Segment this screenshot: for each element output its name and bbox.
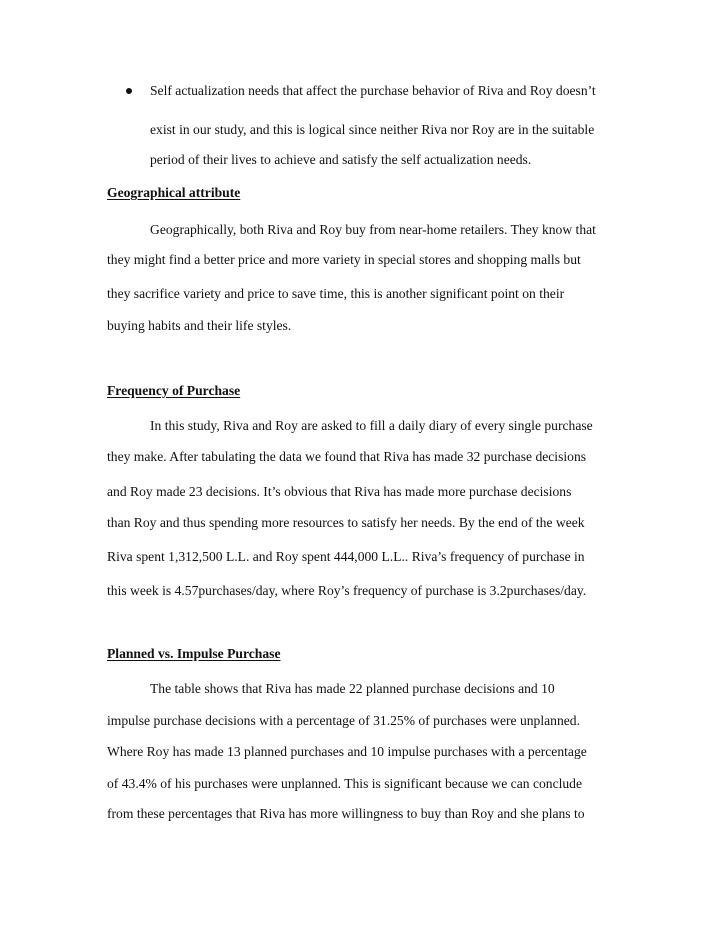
section-heading: Planned vs. Impulse Purchase bbox=[107, 646, 281, 661]
bullet-line: exist in our study, and this is logical since neither Riva nor Roy are in the suitable bbox=[150, 122, 595, 137]
paragraph-line: impulse purchase decisions with a percentage of 31.25% of purchases were unplanned. bbox=[107, 713, 580, 728]
section-heading: Geographical attribute bbox=[107, 185, 241, 200]
paragraph-line: this week is 4.57purchases/day, where Roy’s frequency of purchase is 3.2purchases/day. bbox=[107, 583, 587, 598]
paragraph-line: than Roy and thus spending more resources to satisfy her needs. By the end of the week bbox=[107, 515, 585, 530]
bullet-icon bbox=[126, 88, 132, 94]
bullet-line: Self actualization needs that affect the purchase behavior of Riva and Roy doesn’t bbox=[150, 83, 596, 98]
paragraph-line: of 43.4% of his purchases were unplanned. This is significant because we can conclude bbox=[107, 776, 583, 791]
paragraph-line: buying habits and their life styles. bbox=[107, 318, 292, 333]
paragraph-line: and Roy made 23 decisions. It’s obvious that Riva has made more purchase decisions bbox=[107, 484, 572, 499]
paragraph-line: The table shows that Riva has made 22 planned purchase decisions and 10 bbox=[150, 681, 555, 696]
paragraph-line: they make. After tabulating the data we found that Riva has made 32 purchase decisions bbox=[107, 449, 587, 464]
paragraph-line: Where Roy has made 13 planned purchases and 10 impulse purchases with a percentage bbox=[107, 744, 587, 759]
section-heading: Frequency of Purchase bbox=[107, 383, 241, 398]
paragraph-line: they might find a better price and more variety in special stores and shopping malls but bbox=[107, 252, 581, 267]
paragraph-line: Geographically, both Riva and Roy buy from near-home retailers. They know that bbox=[150, 222, 596, 237]
bullet-line: period of their lives to achieve and satisfy the self actualization needs. bbox=[150, 152, 532, 167]
paragraph-line: In this study, Riva and Roy are asked to fill a daily diary of every single purchase bbox=[150, 418, 593, 433]
paragraph-line: Riva spent 1,312,500 L.L. and Roy spent 444,000 L.L.. Riva’s frequency of purchase in bbox=[107, 549, 585, 564]
paragraph-line: they sacrifice variety and price to save time, this is another significant point on their bbox=[107, 286, 565, 301]
paragraph-line: from these percentages that Riva has more willingness to buy than Roy and she plans to bbox=[107, 806, 585, 821]
